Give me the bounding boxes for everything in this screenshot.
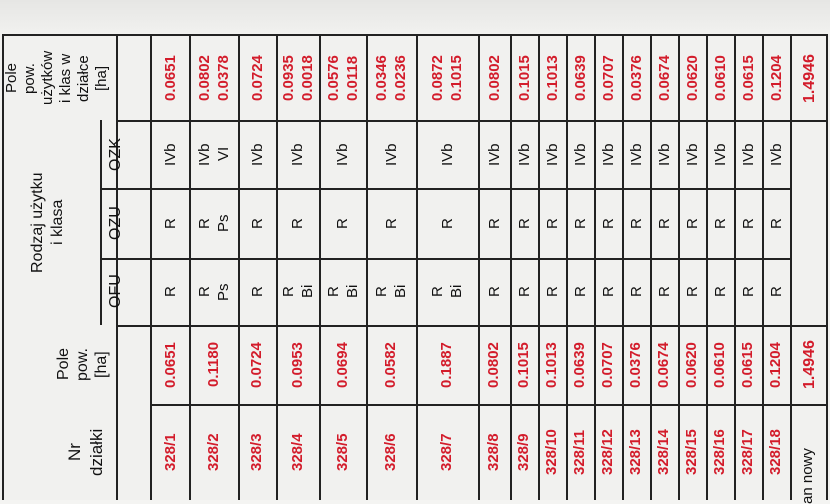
ofu-value: Bi bbox=[343, 284, 361, 298]
header-nr-label: działki bbox=[87, 428, 106, 476]
ofu-value: R bbox=[248, 286, 266, 297]
ozk-value: IVb bbox=[485, 142, 503, 166]
header-rodzaj-label: i klasa bbox=[49, 199, 66, 245]
grid-line bbox=[189, 36, 191, 500]
class-area: 0.0802 bbox=[485, 55, 503, 101]
ofu-value: R bbox=[279, 286, 297, 297]
parcel-area: 0.0610 bbox=[711, 341, 728, 388]
parcel-number: 328/17 bbox=[739, 429, 756, 475]
parcel-area: 0.0674 bbox=[655, 341, 672, 388]
parcel-number: 328/4 bbox=[288, 433, 306, 471]
ofu-value: R bbox=[162, 286, 179, 297]
ozk-value: IVb bbox=[767, 142, 785, 166]
parcel-area: 0.1204 bbox=[767, 341, 784, 388]
ozu-value: R bbox=[438, 217, 456, 229]
parcel-number: 328/15 bbox=[683, 429, 700, 475]
grid-line bbox=[366, 36, 368, 500]
ozu-value: R bbox=[627, 217, 645, 229]
ofu-value: R bbox=[767, 286, 785, 297]
ofu-value: Bi bbox=[298, 284, 316, 298]
ozk-value: IVb bbox=[382, 142, 400, 166]
ozu-value: R bbox=[162, 217, 179, 229]
ofu-value: R bbox=[373, 286, 390, 297]
ozu-value: R bbox=[485, 217, 503, 229]
grid-line bbox=[762, 36, 764, 500]
ozk-value: IVb bbox=[683, 142, 701, 166]
ofu-value: R bbox=[711, 286, 729, 297]
parcel-number: 328/1 bbox=[161, 433, 179, 471]
ozk-value: IVb bbox=[195, 142, 213, 166]
parcel-area: 0.0724 bbox=[248, 341, 265, 388]
header-pole-uzytkow-label: [ha] bbox=[93, 65, 110, 91]
class-area: 0.0707 bbox=[599, 55, 617, 101]
ozk-value: IVb bbox=[543, 142, 561, 166]
parcel-number: 328/14 bbox=[655, 429, 672, 475]
ofu-value: R bbox=[515, 286, 533, 297]
ofu-value: Bi bbox=[392, 284, 409, 298]
ofu-value: R bbox=[324, 286, 342, 297]
header-pole-uzytkow-label: i klas w bbox=[57, 53, 74, 103]
ofu-value: R bbox=[429, 286, 446, 297]
ozu-value: R bbox=[683, 217, 701, 229]
parcel-area: 0.0953 bbox=[288, 341, 306, 388]
ofu-value: R bbox=[739, 286, 757, 297]
class-area: 0.1013 bbox=[543, 55, 561, 101]
class-area: 0.0610 bbox=[711, 55, 729, 101]
ofu-value: R bbox=[655, 286, 673, 297]
ozu-value: R bbox=[334, 217, 351, 229]
header-pole-label: pow. bbox=[74, 347, 91, 381]
header-pole-label: Pole bbox=[55, 347, 72, 380]
class-area: 0.0018 bbox=[298, 55, 316, 101]
page-top-margin bbox=[0, 0, 830, 34]
class-area: 0.0872 bbox=[429, 55, 446, 101]
parcel-number: 328/12 bbox=[599, 429, 616, 475]
parcel-area: 0.0582 bbox=[382, 341, 399, 388]
parcel-area: 0.0620 bbox=[683, 341, 700, 388]
ozk-value: IVb bbox=[655, 142, 673, 166]
header-ofu-label: OFU bbox=[107, 274, 124, 308]
header-rodzaj-label: Rodzaj użytku bbox=[29, 172, 46, 273]
parcel-number: 328/13 bbox=[627, 429, 644, 475]
class-area: 0.0935 bbox=[279, 55, 297, 101]
class-area: 0.1015 bbox=[448, 55, 465, 101]
ozk-value: IVb bbox=[438, 142, 456, 166]
ozu-value: Ps bbox=[214, 214, 232, 232]
grid-line bbox=[116, 325, 118, 500]
ozu-value: R bbox=[711, 217, 729, 229]
parcel-number: 328/9 bbox=[515, 433, 532, 471]
parcel-area: 0.1887 bbox=[438, 341, 455, 388]
class-area: 0.0236 bbox=[392, 55, 409, 101]
class-area: 0.0346 bbox=[373, 55, 390, 101]
ofu-value: R bbox=[627, 286, 645, 297]
parcel-number: 328/3 bbox=[248, 433, 265, 471]
grid-line bbox=[150, 404, 828, 406]
class-area: 0.0651 bbox=[162, 55, 179, 101]
class-area: 0.0376 bbox=[627, 55, 645, 101]
class-area: 0.0802 bbox=[195, 55, 213, 101]
grid-line bbox=[150, 325, 828, 327]
header-pole-uzytkow-label: Pole bbox=[3, 62, 20, 93]
grid-line bbox=[276, 36, 278, 500]
grid-line bbox=[594, 36, 596, 500]
class-area: 0.0378 bbox=[214, 55, 232, 101]
grid-line bbox=[116, 325, 152, 327]
ozk-value: IVb bbox=[571, 142, 589, 166]
grid-line bbox=[116, 120, 152, 122]
ofu-value: R bbox=[543, 286, 561, 297]
ozk-value: IVb bbox=[711, 142, 729, 166]
grid-line bbox=[790, 36, 792, 500]
grid-line bbox=[100, 120, 102, 325]
ofu-value: R bbox=[485, 286, 503, 297]
header-pole-uzytkow-label: działce bbox=[75, 54, 92, 102]
ofu-value: Bi bbox=[448, 284, 465, 298]
parcel-number: 328/11 bbox=[571, 429, 588, 475]
class-area: 0.0620 bbox=[683, 55, 701, 101]
grid-line bbox=[100, 258, 152, 260]
class-area: 0.1015 bbox=[515, 55, 533, 101]
grid-line bbox=[100, 188, 152, 190]
grid-line bbox=[566, 36, 568, 500]
total-class-area: 1.4946 bbox=[801, 53, 818, 103]
ozk-value: IVb bbox=[334, 142, 351, 166]
class-area: 0.0576 bbox=[324, 55, 342, 101]
ozu-value: R bbox=[739, 217, 757, 229]
parcel-area: 0.1180 bbox=[204, 341, 222, 387]
parcel-number: 328/6 bbox=[382, 433, 399, 471]
header-pole-uzytkow-label: pow. bbox=[21, 62, 38, 94]
grid-line bbox=[116, 120, 828, 122]
ofu-value: R bbox=[195, 286, 213, 297]
header-ozu-label: OZU bbox=[107, 206, 124, 240]
class-area: 0.0118 bbox=[343, 55, 361, 101]
grid-line bbox=[319, 36, 321, 500]
ozu-value: R bbox=[767, 217, 785, 229]
parcel-area: 0.0615 bbox=[739, 341, 756, 388]
grid-line bbox=[510, 36, 512, 500]
ozu-value: R bbox=[655, 217, 673, 229]
parcel-number: 328/2 bbox=[204, 433, 222, 471]
ozk-value: IVb bbox=[248, 142, 266, 166]
ozu-value: R bbox=[289, 217, 306, 229]
grid-line bbox=[734, 36, 736, 500]
ozu-value: R bbox=[195, 217, 213, 229]
parcel-number: 328/18 bbox=[767, 429, 784, 475]
grid-line bbox=[150, 188, 790, 190]
ofu-value: R bbox=[683, 286, 701, 297]
ozu-value: R bbox=[382, 217, 400, 229]
grid-line bbox=[150, 36, 152, 500]
header-pole-uzytkow-label: użytków bbox=[39, 50, 56, 105]
class-area: 0.0615 bbox=[739, 55, 757, 101]
parcel-number: 328/10 bbox=[543, 429, 560, 475]
ofu-value: R bbox=[599, 286, 617, 297]
ozk-value: IVb bbox=[627, 142, 645, 166]
header-nr-label: Nr bbox=[65, 443, 84, 461]
class-area: 0.0724 bbox=[248, 55, 266, 101]
ozu-value: R bbox=[571, 217, 589, 229]
ozu-value: R bbox=[248, 217, 266, 229]
ozk-value: IVb bbox=[289, 142, 306, 166]
grid-line bbox=[622, 36, 624, 500]
class-area: 0.0639 bbox=[571, 55, 589, 101]
parcel-area: 0.0802 bbox=[485, 341, 502, 388]
parcel-number: 328/5 bbox=[333, 433, 351, 471]
grid-line bbox=[478, 36, 480, 500]
grid-line bbox=[650, 36, 652, 500]
ozu-value: R bbox=[543, 217, 561, 229]
grid-line bbox=[706, 36, 708, 500]
ofu-value: Ps bbox=[214, 282, 232, 301]
parcel-number: 328/7 bbox=[438, 433, 455, 471]
class-area: 0.0674 bbox=[655, 55, 673, 101]
parcel-area: 0.0707 bbox=[599, 341, 616, 388]
grid-line bbox=[238, 36, 240, 500]
grid-line bbox=[538, 36, 540, 500]
ozu-value: R bbox=[515, 217, 533, 229]
table-frame bbox=[2, 34, 828, 500]
class-area: 0.1204 bbox=[767, 55, 785, 101]
parcel-area: 0.1013 bbox=[543, 341, 560, 388]
header-pole-label: [ha] bbox=[93, 350, 110, 378]
parcel-area: 0.0376 bbox=[627, 341, 644, 388]
grid-line bbox=[150, 258, 790, 260]
grid-line bbox=[416, 36, 418, 500]
parcel-area: 0.1015 bbox=[515, 341, 532, 388]
ozu-value: R bbox=[599, 217, 617, 229]
ozk-value: IVb bbox=[599, 142, 617, 166]
header-ozk-label: OZK bbox=[107, 137, 124, 171]
grid-line bbox=[678, 36, 680, 500]
ozk-value: IVb bbox=[739, 142, 757, 166]
parcel-area: 0.0694 bbox=[333, 341, 351, 388]
parcel-number: 328/8 bbox=[485, 433, 502, 471]
ozk-value: IVb bbox=[162, 142, 179, 166]
ozk-value: IVb bbox=[515, 142, 533, 166]
ozk-value: VI bbox=[214, 146, 232, 161]
parcel-number: 328/16 bbox=[711, 429, 728, 475]
parcel-area: 0.0639 bbox=[571, 341, 588, 388]
total-area: 1.4946 bbox=[801, 339, 818, 389]
parcel-area: 0.0651 bbox=[161, 341, 179, 388]
ofu-value: R bbox=[571, 286, 589, 297]
footer-label: an nowy bbox=[799, 448, 816, 504]
